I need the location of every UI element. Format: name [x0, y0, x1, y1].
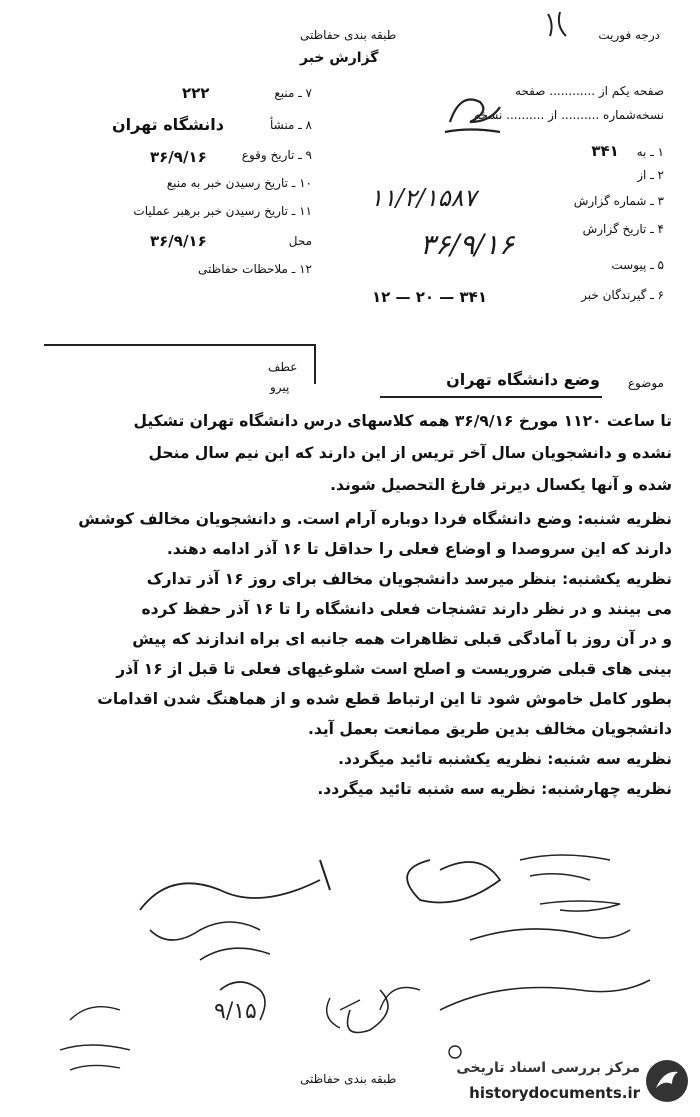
field-report-number: ۳ ـ شماره گزارش [573, 194, 664, 208]
occurrence-date-value: ۳۶/۹/۱۶ [150, 148, 207, 166]
body-line: بطور کامل خاموش شود تا این ارتباط قطع شده و از هماهنگ شدن اقدامات [97, 690, 672, 708]
field-recipients: ۶ ـ گیرندگان خبر [581, 288, 664, 302]
body-line: نشده و دانشجویان سال آخر تریس از این دارند که این نیم سال منحل [148, 444, 672, 462]
body-line: شده و آنها یکسال دیرتر فارغ التحصیل شوند. [330, 476, 672, 494]
field-report-date: ۴ ـ تاریخ گزارش [582, 222, 664, 236]
body-line: دارند که این سروصدا و اوضاع فعلی را حداقل تا ۱۶ آذر ادامه دهند. [166, 540, 672, 558]
field-attachment: ۵ ـ پیوست [611, 258, 664, 272]
reference-vertical [314, 344, 316, 384]
signature-scribble-top [440, 82, 510, 142]
watermark-name: مرکز بررسی اسناد تاریخی [456, 1060, 640, 1076]
field-source-arrival: ۱۰ ـ تاریخ رسیدن خبر به منبع [166, 176, 312, 190]
body-line: نظریه شنبه: وضع دانشگاه فردا دوباره آرام است. و دانشجویان مخالف کوشش [78, 510, 672, 528]
field-ops-arrival: ۱۱ ـ تاریخ رسیدن خبر برهبر عملیات [133, 204, 312, 218]
field-origin: ۸ ـ منشأ [269, 118, 312, 132]
body-line: دانشجویان مخالف بدین طریق ممانعت بعمل آید. [308, 720, 672, 738]
document-title: گزارش خبر [300, 50, 379, 66]
report-number-value: ۱۱/۲/۱۵۸۷ [370, 184, 477, 212]
body-line: بینی های قبلی ضروریست و اصلح است شلوغیهای فعلی تا قبل از ۱۶ آذر [116, 660, 672, 678]
reference-divider [44, 344, 314, 346]
ref-peyro-label: پیرو [270, 380, 290, 394]
subject-underline [380, 396, 602, 398]
field-occurrence-date: ۹ ـ تاریخ وقوع [241, 148, 312, 162]
source-value: ۲۲۲ [182, 84, 210, 102]
subject-value: وضع دانشگاه تهران [446, 370, 600, 389]
body-line: و در آن روز با آمادگی قبلی تظاهرات همه جانبه ای براه اندازند که پیش [132, 630, 672, 648]
svg-text:۹/۱۵: ۹/۱۵ [214, 999, 257, 1024]
field-page: صفحه یکم از ............ صفحه [514, 84, 664, 98]
field-source: ۷ ـ منبع [274, 86, 312, 100]
field-location: محل [288, 234, 312, 248]
body-line: تا ساعت ۱۱۲۰ مورخ ۳۶/۹/۱۶ همه کلاسهای درس دانشگاه تهران تشکیل [133, 412, 672, 430]
subject-label: موضوع [627, 376, 664, 390]
field-to: ۱ ـ به ۳۴۱ [591, 142, 664, 160]
body-line: نظریه یکشنبه: بنظر میرسد دانشجویان مخالف برای روز ۱۶ آذر تدارک [146, 570, 672, 588]
field-security-notes: ۱۲ ـ ملاحظات حفاظتی [198, 262, 312, 276]
urgency-label: درجه فوریت [598, 28, 660, 42]
location-value: ۳۶/۹/۱۶ [150, 232, 207, 250]
classification-footer: طبقه بندی حفاظتی [300, 1072, 397, 1086]
field-copy-number: نسخه‌شماره .......... از .......... نسخه [474, 108, 664, 122]
classification-header: طبقه بندی حفاظتی [300, 28, 397, 42]
body-line: می بینند و در نظر دارند تشنجات فعلی دانشگاه را تا ۱۶ آذر حفظ کرده [141, 600, 672, 618]
origin-value: دانشگاه تهران [112, 115, 224, 134]
recipients-value: ۳۴۱ — ۲۰ — ۱۲ [372, 288, 487, 306]
ref-atf-label: عطف [268, 360, 298, 374]
urgency-scribble [540, 6, 580, 42]
body-line: نظریه چهارشنبه: نظریه سه شنبه تائید میگردد. [317, 780, 672, 798]
watermark-logo-icon [644, 1058, 690, 1104]
body-line: نظریه سه شنبه: نظریه یکشنبه تائید میگردد. [338, 750, 672, 768]
watermark-url: historydocuments.ir [469, 1084, 640, 1102]
report-date-value: ۳۶/۹/۱۶ [420, 228, 515, 261]
watermark [416, 1056, 694, 1112]
field-from: ۲ ـ از [637, 168, 664, 182]
